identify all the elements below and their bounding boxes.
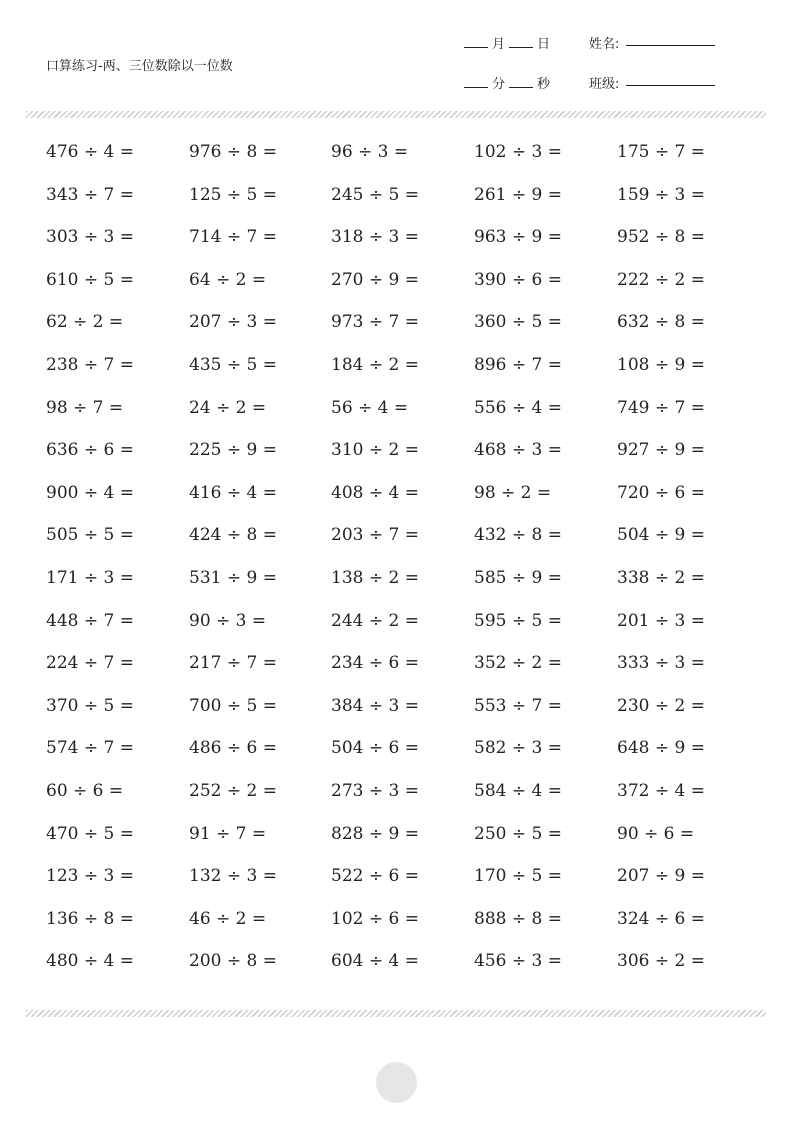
division-problem: 888 ÷ 8 =	[474, 908, 562, 929]
division-problem: 584 ÷ 4 =	[474, 781, 562, 801]
division-problem: 504 ÷ 9 =	[617, 525, 705, 546]
division-problem: 504 ÷ 6 =	[331, 738, 419, 759]
problem-row	[46, 568, 766, 611]
division-problem: 470 ÷ 5 =	[46, 823, 134, 844]
problem-row	[46, 824, 766, 867]
division-problem: 46 ÷ 2 =	[189, 908, 267, 929]
division-problem: 952 ÷ 8 =	[617, 227, 705, 248]
division-problem: 468 ÷ 3 =	[474, 440, 562, 461]
division-problem: 343 ÷ 7 =	[46, 184, 134, 205]
division-problem: 98 ÷ 2 =	[474, 482, 552, 503]
minute-blank[interactable]	[464, 75, 488, 88]
division-problem: 390 ÷ 6 =	[474, 269, 562, 290]
problem-row	[46, 781, 766, 824]
name-field[interactable]	[626, 45, 715, 46]
second-blank[interactable]	[509, 75, 533, 88]
division-problem: 125 ÷ 5 =	[189, 184, 277, 205]
division-problem: 384 ÷ 3 =	[331, 695, 419, 716]
division-problem: 138 ÷ 2 =	[331, 568, 419, 588]
division-problem: 486 ÷ 6 =	[189, 738, 277, 759]
division-problem: 64 ÷ 2 =	[189, 269, 267, 290]
division-problem: 245 ÷ 5 =	[331, 184, 419, 205]
division-problem: 927 ÷ 9 =	[617, 440, 705, 461]
problem-row	[46, 185, 766, 228]
problem-row	[46, 312, 766, 355]
division-problem: 585 ÷ 9 =	[474, 568, 562, 588]
division-problem: 522 ÷ 6 =	[331, 866, 419, 887]
division-problem: 435 ÷ 5 =	[189, 355, 277, 375]
division-problem: 648 ÷ 9 =	[617, 738, 705, 759]
division-problem: 632 ÷ 8 =	[617, 312, 705, 333]
division-problem: 159 ÷ 3 =	[617, 184, 705, 205]
division-problem: 217 ÷ 7 =	[189, 653, 277, 674]
minute-label: 分	[492, 77, 506, 92]
division-problem: 700 ÷ 5 =	[189, 695, 277, 716]
division-problem: 108 ÷ 9 =	[617, 355, 705, 375]
division-problem: 896 ÷ 7 =	[474, 355, 562, 375]
division-problem: 270 ÷ 9 =	[331, 269, 419, 290]
problem-row	[46, 398, 766, 441]
division-problem: 416 ÷ 4 =	[189, 482, 277, 503]
division-problem: 556 ÷ 4 =	[474, 397, 562, 418]
problem-row	[46, 696, 766, 739]
division-problem: 749 ÷ 7 =	[617, 397, 705, 418]
date-field	[464, 33, 550, 52]
worksheet-title: 口算练习-两、三位数除以一位数	[46, 59, 233, 74]
class-label: 班级:	[589, 77, 620, 92]
division-problem: 531 ÷ 9 =	[189, 568, 277, 588]
page-number-circle	[376, 1062, 417, 1103]
division-problem: 123 ÷ 3 =	[46, 866, 134, 887]
division-problem: 480 ÷ 4 =	[46, 951, 134, 972]
division-problem: 175 ÷ 7 =	[617, 142, 705, 162]
problem-row	[46, 909, 766, 952]
division-problem: 408 ÷ 4 =	[331, 482, 419, 503]
division-problem: 224 ÷ 7 =	[46, 653, 134, 674]
division-problem: 230 ÷ 2 =	[617, 695, 705, 716]
division-problem: 636 ÷ 6 =	[46, 440, 134, 461]
problem-row	[46, 355, 766, 398]
bottom-divider	[26, 1010, 766, 1017]
day-label: 日	[537, 37, 551, 52]
division-problem: 714 ÷ 7 =	[189, 227, 277, 248]
division-problem: 136 ÷ 8 =	[46, 908, 134, 929]
problem-row	[46, 951, 766, 994]
division-problem: 201 ÷ 3 =	[617, 610, 705, 631]
class-field[interactable]	[626, 85, 715, 86]
problem-row	[46, 611, 766, 654]
problem-row	[46, 227, 766, 270]
division-problem: 456 ÷ 3 =	[474, 951, 562, 972]
division-problem: 56 ÷ 4 =	[331, 397, 409, 418]
division-problem: 900 ÷ 4 =	[46, 482, 134, 503]
division-problem: 250 ÷ 5 =	[474, 823, 562, 844]
division-problem: 207 ÷ 9 =	[617, 866, 705, 887]
division-problem: 424 ÷ 8 =	[189, 525, 277, 546]
division-problem: 338 ÷ 2 =	[617, 568, 705, 588]
division-problem: 234 ÷ 6 =	[331, 653, 419, 674]
division-problem: 505 ÷ 5 =	[46, 525, 134, 546]
problem-row	[46, 653, 766, 696]
division-problem: 976 ÷ 8 =	[189, 142, 277, 162]
division-problem: 24 ÷ 2 =	[189, 397, 267, 418]
division-problem: 98 ÷ 7 =	[46, 397, 124, 418]
division-problem: 318 ÷ 3 =	[331, 227, 419, 248]
division-problem: 370 ÷ 5 =	[46, 695, 134, 716]
division-problem: 333 ÷ 3 =	[617, 653, 705, 674]
division-problem: 90 ÷ 3 =	[189, 610, 267, 631]
division-problem: 582 ÷ 3 =	[474, 738, 562, 759]
division-problem: 595 ÷ 5 =	[474, 610, 562, 631]
division-problem: 273 ÷ 3 =	[331, 781, 419, 801]
division-problem: 360 ÷ 5 =	[474, 312, 562, 333]
division-problem: 372 ÷ 4 =	[617, 781, 705, 801]
top-divider	[26, 111, 766, 118]
problem-row	[46, 483, 766, 526]
division-problem: 170 ÷ 5 =	[474, 866, 562, 887]
division-problem: 222 ÷ 2 =	[617, 269, 705, 290]
division-problem: 102 ÷ 3 =	[474, 142, 562, 162]
day-blank[interactable]	[509, 35, 533, 48]
month-label: 月	[492, 37, 506, 52]
division-problem: 171 ÷ 3 =	[46, 568, 134, 588]
division-problem: 200 ÷ 8 =	[189, 951, 277, 972]
problem-row	[46, 440, 766, 483]
second-label: 秒	[537, 77, 551, 92]
name-label: 姓名:	[589, 37, 620, 52]
division-problem: 306 ÷ 2 =	[617, 951, 705, 972]
time-field	[464, 73, 550, 92]
division-problem: 252 ÷ 2 =	[189, 781, 277, 801]
division-problem: 203 ÷ 7 =	[331, 525, 419, 546]
month-blank[interactable]	[464, 35, 488, 48]
division-problem: 432 ÷ 8 =	[474, 525, 562, 546]
division-problem: 324 ÷ 6 =	[617, 908, 705, 929]
division-problem: 604 ÷ 4 =	[331, 951, 419, 972]
division-problem: 352 ÷ 2 =	[474, 653, 562, 674]
division-problem: 62 ÷ 2 =	[46, 312, 124, 333]
division-problem: 553 ÷ 7 =	[474, 695, 562, 716]
problem-row	[46, 270, 766, 313]
division-problem: 574 ÷ 7 =	[46, 738, 134, 759]
division-problem: 96 ÷ 3 =	[331, 142, 409, 162]
problem-row	[46, 525, 766, 568]
division-problem: 720 ÷ 6 =	[617, 482, 705, 503]
division-problem: 244 ÷ 2 =	[331, 610, 419, 631]
division-problem: 610 ÷ 5 =	[46, 269, 134, 290]
division-problem: 310 ÷ 2 =	[331, 440, 419, 461]
division-problem: 828 ÷ 9 =	[331, 823, 419, 844]
division-problem: 238 ÷ 7 =	[46, 355, 134, 375]
problem-row	[46, 142, 766, 185]
division-problem: 448 ÷ 7 =	[46, 610, 134, 631]
problem-row	[46, 738, 766, 781]
division-problem: 261 ÷ 9 =	[474, 184, 562, 205]
division-problem: 963 ÷ 9 =	[474, 227, 562, 248]
division-problem: 90 ÷ 6 =	[617, 823, 695, 844]
division-problem: 973 ÷ 7 =	[331, 312, 419, 333]
problem-row	[46, 866, 766, 909]
division-problem: 184 ÷ 2 =	[331, 355, 419, 375]
division-problem: 132 ÷ 3 =	[189, 866, 277, 887]
division-problem: 207 ÷ 3 =	[189, 312, 277, 333]
division-problem: 303 ÷ 3 =	[46, 227, 134, 248]
division-problem: 91 ÷ 7 =	[189, 823, 267, 844]
division-problem: 102 ÷ 6 =	[331, 908, 419, 929]
division-problem: 476 ÷ 4 =	[46, 142, 134, 162]
division-problem: 225 ÷ 9 =	[189, 440, 277, 461]
division-problem: 60 ÷ 6 =	[46, 781, 124, 801]
